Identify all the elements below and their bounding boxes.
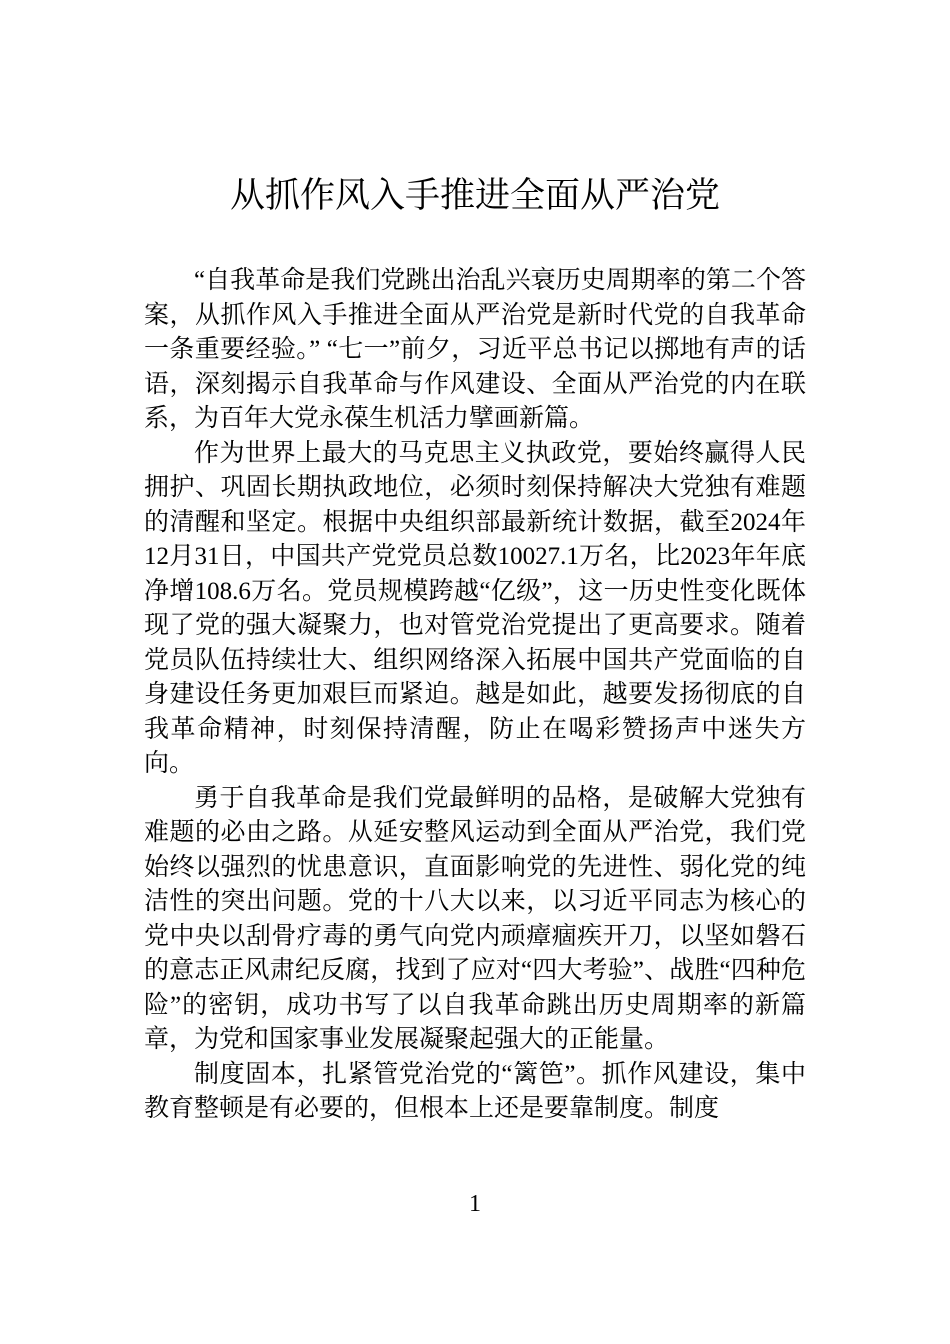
paragraph-1: “自我革命是我们党跳出治乱兴衰历史周期率的第二个答案，从抓作风入手推进全面从严治党是新时代党的自我革命一条重要经验。” “七一”前夕，习近平总书记以掷地有声的话语，深刻揭示自我革命与作风建设、全面从严治党的内在联系，为百年大党永葆生机活力擘画新篇。 <box>144 267 806 432</box>
paragraph-3: 勇于自我革命是我们党最鲜明的品格，是破解大党独有难题的必由之路。从延安整风运动到全面从严治党，我们党始终以强烈的忧患意识，直面影响党的先进性、弱化党的纯洁性的突出问题。党的十八大以来，以习近平同志为核心的党中央以刮骨疗毒的勇气向党内顽瘴痼疾开刀，以坚如磐石的意志正风肃纪反腐，找到了应对“四大考验”、战胜“四种危险”的密钥，成功书写了以自我革命跳出历史周期率的新篇章，为党和国家事业发展凝聚起强大的正能量。 <box>144 784 806 1053</box>
paragraph-2: 作为世界上最大的马克思主义执政党，要始终赢得人民拥护、巩固长期执政地位，必须时刻保持解决大党独有难题的清醒和坚定。根据中央组织部最新统计数据，截至2024年12月31日，中国共产党党员总数10027.1万名，比2023年年底净增108.6万名。党员规模跨越“亿级”，这一历史性变化既体现了党的强大凝聚力，也对管党治党提出了更高要求。随着党员队伍持续壮大、组织网络深入拓展中国共产党面临的自身建设任务更加艰巨而紧迫。越是如此，越要发扬彻底的自我革命精神，时刻保持清醒，防止在喝彩赞扬声中迷失方向。 <box>144 439 806 777</box>
page-number: 1 <box>469 1191 481 1217</box>
paragraph-4: 制度固本，扎紧管党治党的“篱笆”。抓作风建设，集中教育整顿是有必要的，但根本上还是要靠制度。制度 <box>144 1060 806 1122</box>
page-title: 从抓作风入手推进全面从严治党 <box>229 176 720 216</box>
article-body <box>144 264 806 1127</box>
